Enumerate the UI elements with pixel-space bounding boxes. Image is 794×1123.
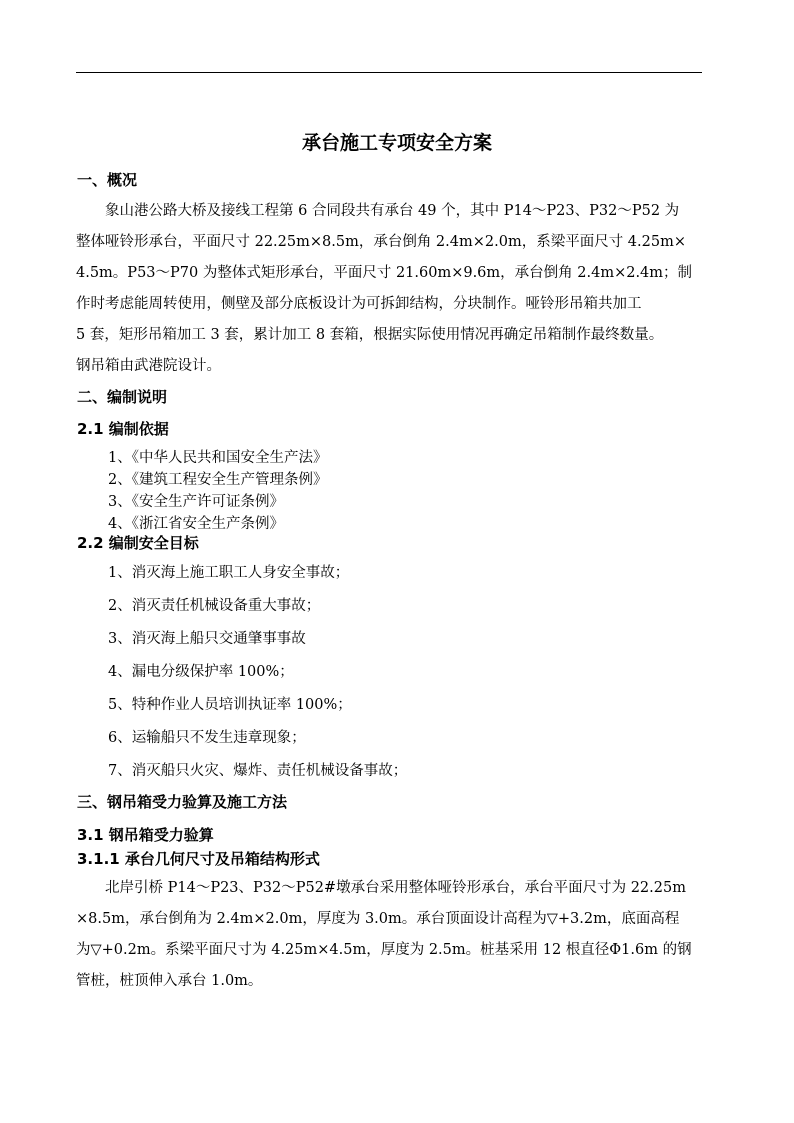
safety-goals-list xyxy=(108,557,407,788)
list-item: 3、《安全生产许可证条例》 xyxy=(108,494,284,510)
paragraph-line: 整体哑铃形承台，平面尺寸 22.25m×8.5m，承台倒角 2.4m×2.0m，系梁平面尺寸 4.25m× xyxy=(76,234,686,250)
list-item: 1、消灭海上施工职工人身安全事故； xyxy=(108,565,350,581)
section-heading-compilation: 二、编制说明 xyxy=(77,388,168,406)
paragraph-line: 作时考虑能周转使用，侧壁及部分底板设计为可拆卸结构，分块制作。哑铃形吊箱共加工 xyxy=(76,296,642,312)
header-rule xyxy=(76,72,702,73)
overview-paragraph xyxy=(76,196,708,382)
subsection-heading-safety-goals: 2.2 编制安全目标 xyxy=(77,534,199,552)
paragraph-line: 管桩，桩顶伸入承台 1.0m。 xyxy=(76,973,263,989)
paragraph-line: 象山港公路大桥及接线工程第 6 合同段共有承台 49 个，其中 P14～P23、P32～P52 为 xyxy=(76,203,680,219)
list-item: 3、消灭海上船只交通肇事事故 xyxy=(108,631,306,647)
paragraph-line: 为▽+0.2m。系梁平面尺寸为 4.25m×4.5m，厚度为 2.5m。桩基采用 12 根直径Φ1.6m 的钢 xyxy=(76,942,692,958)
paragraph-line: 4.5m。P53～P70 为整体式矩形承台，平面尺寸 21.60m×9.6m，承台倒角 2.4m×2.4m；制 xyxy=(76,265,693,281)
list-item: 4、《浙江省安全生产条例》 xyxy=(108,516,284,532)
paragraph-line: 5 套，矩形吊箱加工 3 套，累计加工 8 套箱，根据实际使用情况再确定吊箱制作最终数量。 xyxy=(76,327,664,343)
list-item: 5、特种作业人员培训执证率 100%； xyxy=(108,697,352,713)
geometry-paragraph xyxy=(76,873,708,997)
paragraph-line: ×8.5m，承台倒角为 2.4m×2.0m，厚度为 3.0m。承台顶面设计高程为▽+3.2m，底面高程 xyxy=(76,911,680,927)
basis-list xyxy=(108,447,327,535)
paragraph-line: 北岸引桥 P14～P23、P32～P52#墩承台采用整体哑铃形承台，承台平面尺寸为 22.25m xyxy=(76,880,686,896)
list-item: 2、消灭责任机械设备重大事故； xyxy=(108,598,321,614)
list-item: 6、运输船只不发生违章现象； xyxy=(108,730,306,746)
subsection-heading-force-check: 3.1 钢吊箱受力验算 xyxy=(77,826,214,844)
subsection-heading-geometry: 3.1.1 承台几何尺寸及吊箱结构形式 xyxy=(77,850,320,868)
section-heading-steel-box: 三、钢吊箱受力验算及施工方法 xyxy=(77,793,288,811)
list-item: 7、消灭船只火灾、爆炸、责任机械设备事故； xyxy=(108,763,408,779)
list-item: 1、《中华人民共和国安全生产法》 xyxy=(108,450,328,466)
list-item: 4、漏电分级保护率 100%； xyxy=(108,664,294,680)
list-item: 2、《建筑工程安全生产管理条例》 xyxy=(108,472,328,488)
paragraph-line: 钢吊箱由武港院设计。 xyxy=(76,358,221,374)
subsection-heading-basis: 2.1 编制依据 xyxy=(77,420,169,438)
section-heading-overview: 一、概况 xyxy=(77,171,138,189)
document-title: 承台施工专项安全方案 xyxy=(301,132,492,154)
